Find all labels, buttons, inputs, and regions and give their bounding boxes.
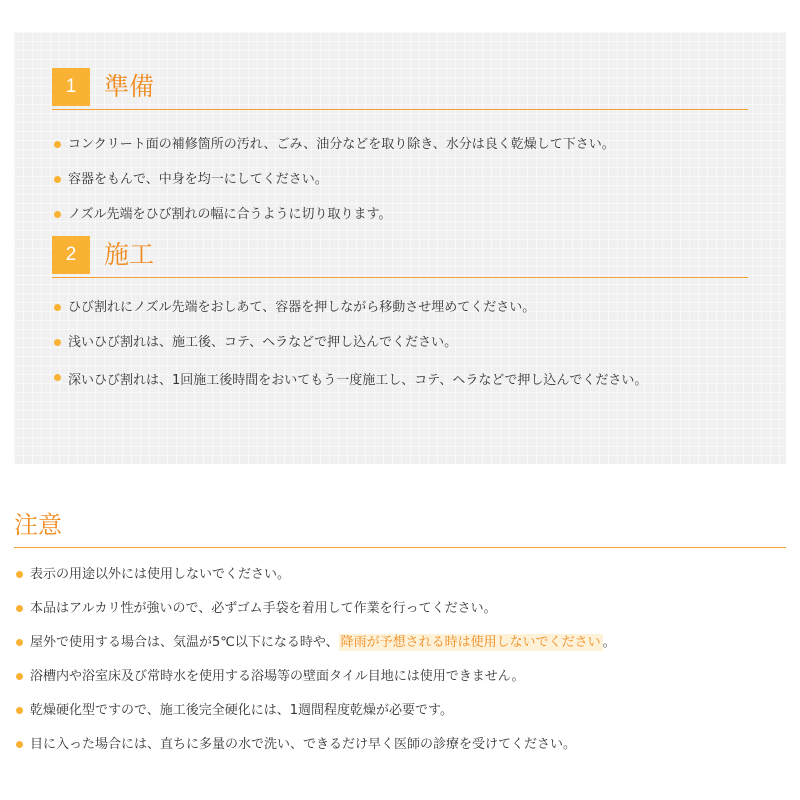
caution-item-weather xyxy=(14,633,786,653)
caution-item: 浴槽内や浴室床及び常時水を使用する浴場等の壁面タイル目地には使用できません。 xyxy=(14,667,786,687)
list-item: 容器をもんで、中身を均一にしてください。 xyxy=(52,170,752,190)
caution-title: 注意 xyxy=(14,511,62,539)
caution-item: 乾燥硬化型ですので、施工後完全硬化には、1週間程度乾燥が必要です。 xyxy=(14,701,786,721)
step-2-number-badge: 2 xyxy=(52,236,90,274)
step-2-heading xyxy=(52,236,748,278)
caution-weather-highlight: 降雨が予想される時は使用しないでください xyxy=(340,635,601,650)
step-1-heading xyxy=(52,68,748,110)
caution-weather-suffix: 。 xyxy=(602,635,616,650)
caution-weather-prefix: 屋外で使用する場合は、気温が5℃以下になる時や、 xyxy=(30,635,339,650)
step-1-title: 準備 xyxy=(104,72,155,101)
list-item: ノズル先端をひび割れの幅に合うように切り取ります。 xyxy=(52,205,752,225)
list-item: ひび割れにノズル先端をおしあて、容器を押しながら移動させ埋めてください。 xyxy=(52,298,742,318)
step-1-list xyxy=(52,135,752,225)
caution-item: 目に入った場合には、直ちに多量の水で洗い、できるだけ早く医師の診療を受けてください。 xyxy=(14,735,786,755)
list-item: 浅いひび割れは、施工後、コテ、ヘラなどで押し込んでください。 xyxy=(52,333,742,353)
caution-divider xyxy=(14,547,786,548)
caution-item: 本品はアルカリ性が強いので、必ずゴム手袋を着用して作業を行ってください。 xyxy=(14,599,786,619)
step-1-header xyxy=(52,68,748,110)
list-item: コンクリート面の補修箇所の汚れ、ごみ、油分などを取り除き、水分は良く乾燥して下さい。 xyxy=(52,135,752,155)
step-2-header xyxy=(52,236,748,278)
step-2-list xyxy=(52,298,742,394)
caution-item: 表示の用途以外には使用しないでください。 xyxy=(14,565,786,585)
list-item: 深いひび割れは、1回施工後時間をおいてもう一度施工し、コテ、ヘラなどで押し込んでください。 xyxy=(52,368,742,394)
step-1-number-badge: 1 xyxy=(52,68,90,106)
step-2-title: 施工 xyxy=(104,240,155,269)
caution-list xyxy=(14,565,786,769)
